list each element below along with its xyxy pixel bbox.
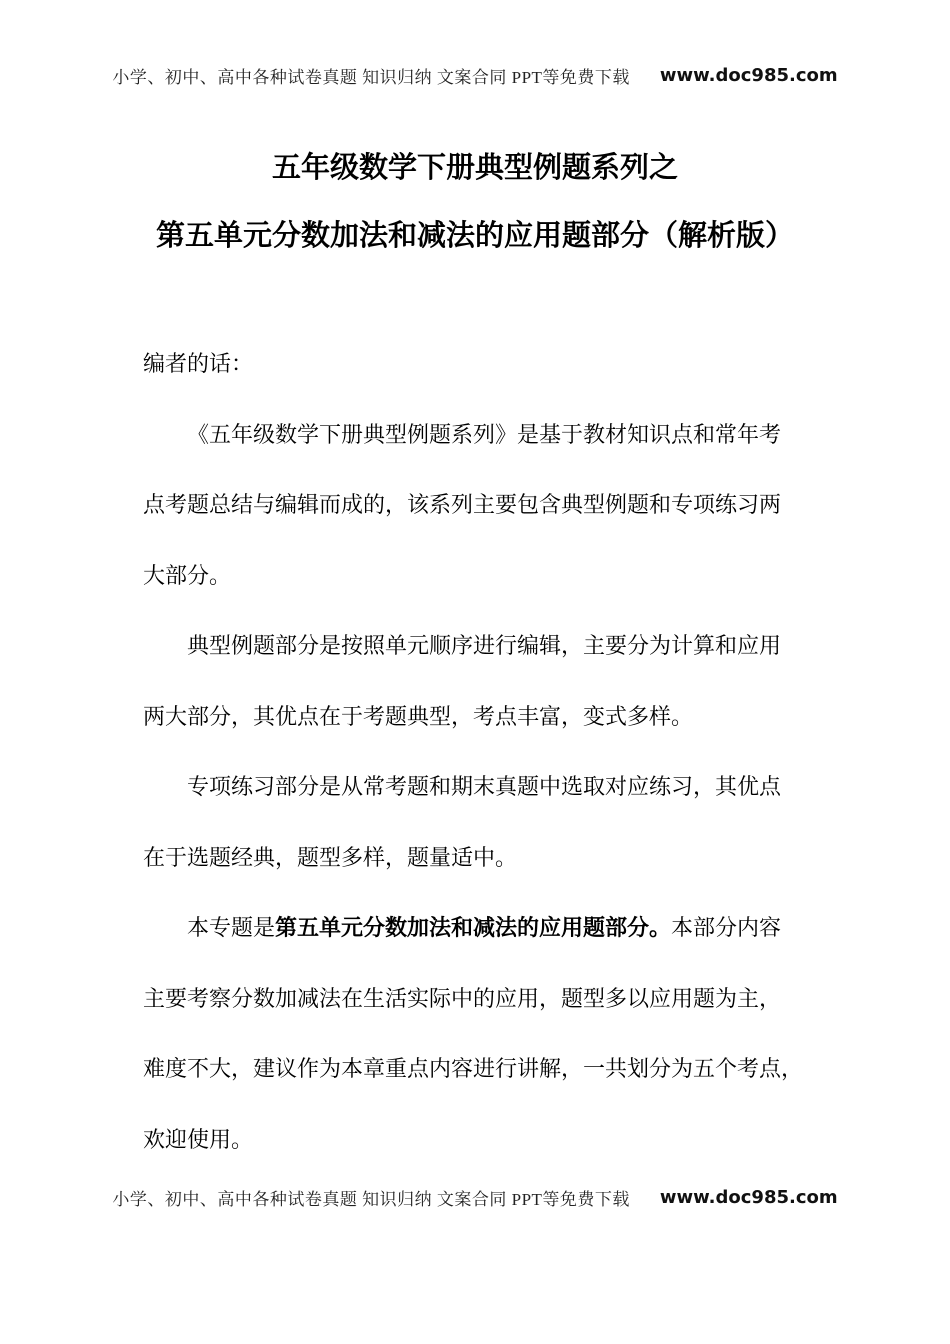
header-site-url: www.doc985.com [659,64,838,86]
document-body [143,329,807,1175]
body-text: 难度不大，建议作为本章重点内容进行讲解，一共划分为五个考点， [143,1056,804,1082]
body-text: 典型例题部分是按照单元顺序进行编辑，主要分为计算和应用 [187,633,782,659]
page-footer [0,1184,950,1210]
body-line [143,611,807,682]
body-line [143,541,807,612]
footer-site-url: www.doc985.com [659,1186,838,1208]
doc-title-line1: 五年级数学下册典型例题系列之 [271,152,678,184]
doc-title-line2: 第五单元分数加法和减法的应用题部分（解析版） [155,220,794,252]
body-text-bold: 第五单元分数加法和减法的应用题部分。 [275,915,672,941]
body-line [143,752,807,823]
body-line [143,329,807,400]
body-text: 在于选题经典，题型多样，题量适中。 [143,844,518,870]
body-line [143,470,807,541]
body-line [143,400,807,471]
body-line [143,1105,807,1176]
body-text: 本专题是 [187,915,276,941]
footer-tagline: 小学、初中、高中各种试卷真题 知识归纳 文案合同 PPT等免费下载 [112,1189,630,1209]
body-text: 本部分内容 [671,915,782,941]
body-text: 点考题总结与编辑而成的，该系列主要包含典型例题和专项练习两 [143,492,782,518]
body-text: 主要考察分数加减法在生活实际中的应用，题型多以应用题为主， [143,985,782,1011]
body-line [143,823,807,894]
body-text: 编者的话： [143,351,254,377]
body-text: 大部分。 [143,562,232,588]
header-tagline: 小学、初中、高中各种试卷真题 知识归纳 文案合同 PPT等免费下载 [112,67,630,87]
body-line [143,1034,807,1105]
body-text: 《五年级数学下册典型例题系列》是基于教材知识点和常年考 [187,421,782,447]
body-text: 专项练习部分是从常考题和期末真题中选取对应练习，其优点 [187,774,782,800]
body-text: 两大部分，其优点在于考题典型，考点丰富，变式多样。 [143,703,694,729]
page-header [0,62,950,88]
body-line [143,893,807,964]
body-text: 欢迎使用。 [143,1126,254,1152]
body-line [143,964,807,1035]
body-line [143,682,807,753]
